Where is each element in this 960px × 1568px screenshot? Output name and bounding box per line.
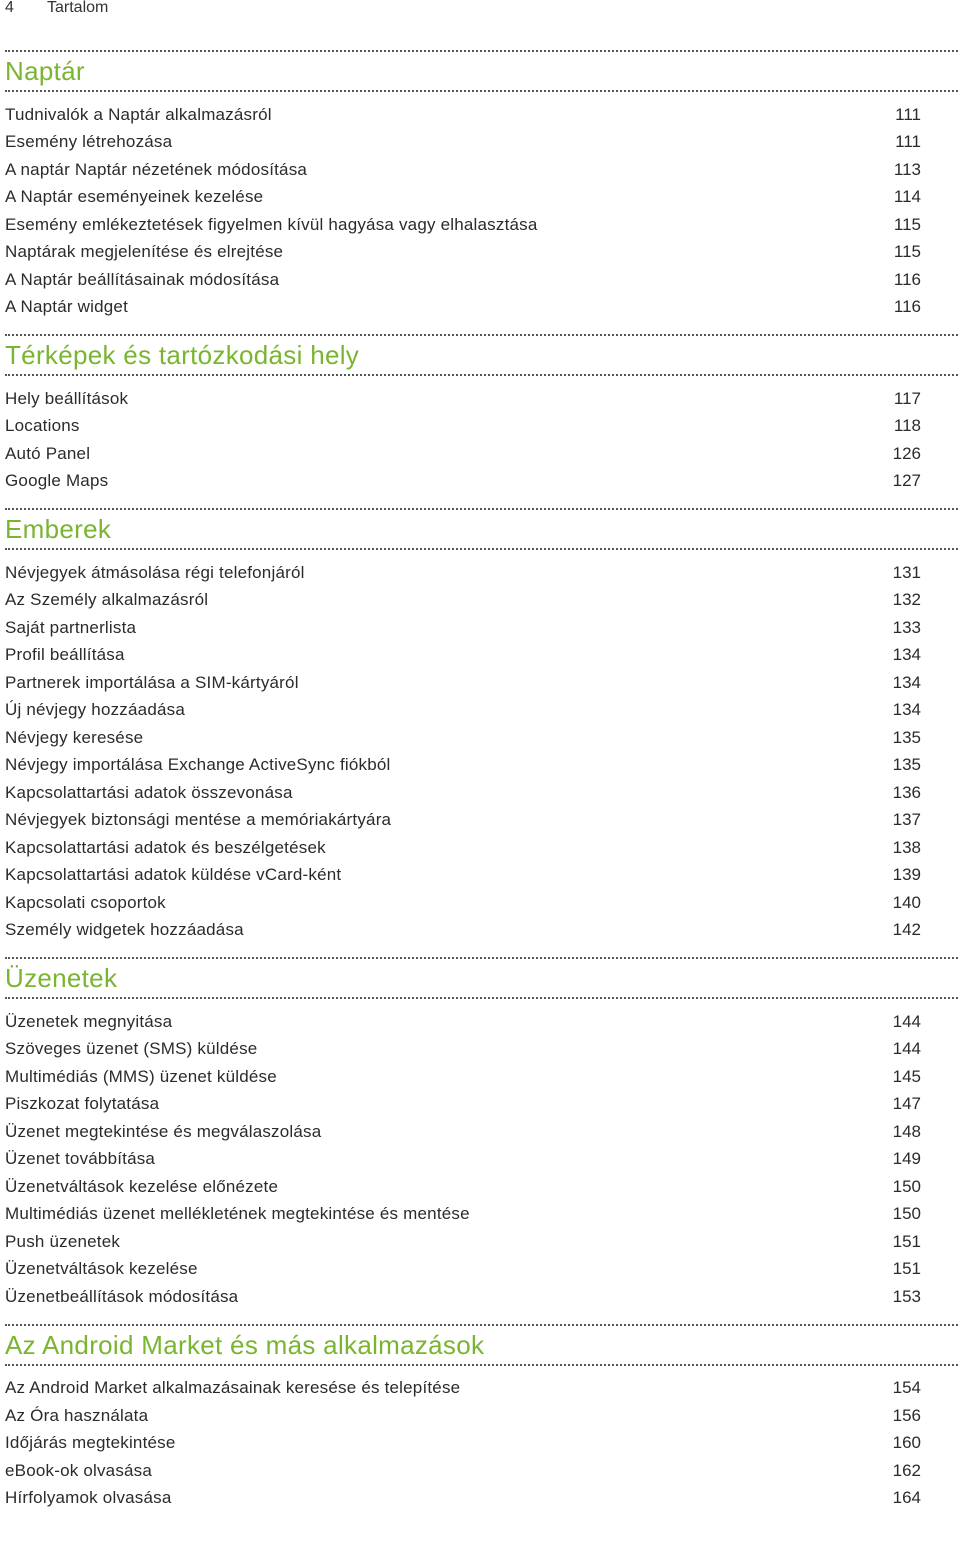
toc-entry-label: Push üzenetek xyxy=(5,1231,121,1251)
toc-entry[interactable] xyxy=(0,294,960,322)
toc-entry-label: Saját partnerlista xyxy=(5,617,137,637)
toc-entry[interactable] xyxy=(0,1228,960,1256)
toc-entry-label: Kapcsolattartási adatok küldése vCard-ként xyxy=(5,865,342,885)
toc-entry[interactable] xyxy=(0,1091,960,1119)
toc-entry[interactable] xyxy=(0,614,960,642)
toc-entry[interactable] xyxy=(0,440,960,468)
toc-section xyxy=(0,334,960,508)
toc-entry[interactable] xyxy=(0,1457,960,1485)
toc-entry-label: Autó Panel xyxy=(5,443,91,463)
toc-entry[interactable] xyxy=(0,468,960,496)
toc-entry-page: 139 xyxy=(892,865,921,885)
toc-entry-label: Szöveges üzenet (SMS) küldése xyxy=(5,1039,258,1059)
toc-entry-label: A Naptár beállításainak módosítása xyxy=(5,269,280,289)
toc-entry-label: Multimédiás üzenet mellékletének megtekintése és mentése xyxy=(5,1204,470,1224)
toc-entry-page: 134 xyxy=(892,645,921,665)
toc-entry-label: Üzenet továbbítása xyxy=(5,1149,156,1169)
toc-entry-page: 151 xyxy=(892,1259,921,1279)
toc-entry-label: Esemény létrehozása xyxy=(5,132,173,152)
toc-entry-page: 134 xyxy=(892,700,921,720)
toc-entry-page: 154 xyxy=(892,1378,921,1398)
toc-entry-page: 160 xyxy=(892,1433,921,1453)
toc-entry-label: A Naptár eseményeinek kezelése xyxy=(5,187,264,207)
toc-entry[interactable] xyxy=(0,266,960,294)
toc-entry-page: 133 xyxy=(892,617,921,637)
toc-entry-page: 164 xyxy=(892,1488,921,1508)
toc-entry-label: A naptár Naptár nézetének módosítása xyxy=(5,159,308,179)
toc-entry[interactable] xyxy=(0,1201,960,1229)
section-title: Naptár xyxy=(5,56,85,86)
toc-entry-label: Profil beállítása xyxy=(5,645,125,665)
toc-entry-page: 115 xyxy=(893,214,921,234)
toc-entry-label: Esemény emlékeztetések figyelmen kívül hagyása vagy elhalasztása xyxy=(5,214,538,234)
toc-entry-label: Naptárak megjelenítése és elrejtése xyxy=(5,242,284,262)
toc-entry-label: Az Személy alkalmazásról xyxy=(5,590,209,610)
toc-entry[interactable] xyxy=(0,697,960,725)
toc-entry-page: 132 xyxy=(892,590,921,610)
toc-entry[interactable] xyxy=(0,559,960,587)
toc-entry-label: Kapcsolati csoportok xyxy=(5,892,166,912)
toc-entry-page: 162 xyxy=(892,1460,921,1480)
toc-entry[interactable] xyxy=(0,129,960,157)
toc-entry-page: 118 xyxy=(893,416,921,436)
toc-entry-page: 150 xyxy=(892,1204,921,1224)
toc-entry-label: Névjegy keresése xyxy=(5,727,144,747)
toc-entry-page: 134 xyxy=(892,672,921,692)
toc-entry-label: Üzenetek megnyitása xyxy=(5,1011,173,1031)
toc-section xyxy=(0,957,960,1324)
toc-entry[interactable] xyxy=(0,1008,960,1036)
toc-entry-page: 151 xyxy=(892,1231,921,1251)
toc-entry-page: 135 xyxy=(892,755,921,775)
toc-entry[interactable] xyxy=(0,385,960,413)
toc-entry[interactable] xyxy=(0,1283,960,1311)
toc-entry-list xyxy=(0,376,960,508)
toc-section xyxy=(0,1324,960,1526)
toc-entry-label: Hírfolyamok olvasása xyxy=(5,1488,172,1508)
toc-entry[interactable] xyxy=(0,779,960,807)
toc-entry[interactable] xyxy=(0,834,960,862)
toc-entry[interactable] xyxy=(0,752,960,780)
toc-entry[interactable] xyxy=(0,1146,960,1174)
toc-entry-label: Névjegy importálása Exchange ActiveSync fiókból xyxy=(5,755,391,775)
toc-entry[interactable] xyxy=(0,889,960,917)
toc-entry-page: 117 xyxy=(893,388,921,408)
toc-entry[interactable] xyxy=(0,587,960,615)
toc-entry[interactable] xyxy=(0,862,960,890)
toc-entry[interactable] xyxy=(0,642,960,670)
toc-entry-page: 113 xyxy=(893,159,921,179)
toc-entry-page: 114 xyxy=(893,187,921,207)
section-title: Üzenetek xyxy=(5,963,118,993)
toc-entry[interactable] xyxy=(0,239,960,267)
toc-entry-page: 136 xyxy=(892,782,921,802)
toc-entry-page: 135 xyxy=(892,727,921,747)
toc-entry-label: Névjegyek átmásolása régi telefonjáról xyxy=(5,562,305,582)
toc-entry-label: eBook-ok olvasása xyxy=(5,1460,153,1480)
toc-entry[interactable] xyxy=(0,1063,960,1091)
toc-entry-label: Üzenetváltások kezelése előnézete xyxy=(5,1176,279,1196)
toc-entry[interactable] xyxy=(0,669,960,697)
toc-entry[interactable] xyxy=(0,413,960,441)
toc-section xyxy=(0,50,960,334)
toc-entry[interactable] xyxy=(0,184,960,212)
toc-entry[interactable] xyxy=(0,211,960,239)
toc-entry-list xyxy=(0,92,960,334)
toc-entry-page: 140 xyxy=(892,892,921,912)
toc-entry[interactable] xyxy=(0,807,960,835)
toc-entry-label: Üzenetbeállítások módosítása xyxy=(5,1286,239,1306)
toc-entry-label: Üzenet megtekintése és megválaszolása xyxy=(5,1121,322,1141)
toc-section xyxy=(0,508,960,957)
toc-entry-page: 153 xyxy=(892,1286,921,1306)
toc-entry-page: 149 xyxy=(892,1149,921,1169)
toc-entry-page: 147 xyxy=(892,1094,921,1114)
toc-entry-label: A Naptár widget xyxy=(5,297,129,317)
table-of-contents xyxy=(0,50,960,1525)
section-title: Emberek xyxy=(5,514,112,544)
toc-entry-label: Üzenetváltások kezelése xyxy=(5,1259,198,1279)
toc-entry[interactable] xyxy=(0,1173,960,1201)
toc-entry-label: Hely beállítások xyxy=(5,388,129,408)
page-number: 4 xyxy=(5,0,14,16)
toc-entry-label: Az Android Market alkalmazásainak keresése és telepítése xyxy=(5,1378,461,1398)
toc-entry-page: 127 xyxy=(892,471,921,491)
toc-entry-label: Tudnivalók a Naptár alkalmazásról xyxy=(5,104,272,124)
toc-entry[interactable] xyxy=(0,1430,960,1458)
toc-entry-label: Piszkozat folytatása xyxy=(5,1094,160,1114)
toc-entry[interactable] xyxy=(0,156,960,184)
toc-entry-page: 115 xyxy=(893,242,921,262)
section-title: Az Android Market és más alkalmazások xyxy=(5,1329,485,1360)
toc-entry-list xyxy=(0,550,960,957)
toc-entry-page: 131 xyxy=(892,562,921,582)
toc-entry[interactable] xyxy=(0,1485,960,1513)
toc-entry[interactable] xyxy=(0,724,960,752)
toc-entry-page: 138 xyxy=(892,837,921,857)
toc-entry-label: Névjegyek biztonsági mentése a memóriakártyára xyxy=(5,810,392,830)
toc-entry-page: 111 xyxy=(895,132,921,152)
toc-entry-page: 150 xyxy=(892,1176,921,1196)
toc-entry[interactable] xyxy=(0,1118,960,1146)
toc-entry[interactable] xyxy=(0,1256,960,1284)
toc-entry-page: 116 xyxy=(893,297,921,317)
toc-entry-page: 148 xyxy=(892,1121,921,1141)
toc-entry[interactable] xyxy=(0,101,960,129)
toc-entry-label: Multimédiás (MMS) üzenet küldése xyxy=(5,1066,277,1086)
toc-entry-list xyxy=(0,999,960,1324)
toc-entry-page: 126 xyxy=(892,443,921,463)
toc-entry-page: 137 xyxy=(892,810,921,830)
toc-entry-label: Személy widgetek hozzáadása xyxy=(5,920,244,940)
toc-entry[interactable] xyxy=(0,1375,960,1403)
toc-entry-page: 111 xyxy=(895,104,921,124)
toc-entry-label: Kapcsolattartási adatok és beszélgetések xyxy=(5,837,326,857)
toc-entry-label: Google Maps xyxy=(5,471,109,491)
toc-entry-list xyxy=(0,1366,960,1526)
toc-entry-label: Partnerek importálása a SIM-kártyáról xyxy=(5,672,299,692)
toc-entry-label: Az Óra használata xyxy=(5,1405,149,1425)
toc-entry-label: Időjárás megtekintése xyxy=(5,1433,176,1453)
section-title: Térképek és tartózkodási hely xyxy=(5,340,360,370)
toc-entry-label: Kapcsolattartási adatok összevonása xyxy=(5,782,293,802)
page-header-title: Tartalom xyxy=(47,0,109,16)
toc-entry-page: 116 xyxy=(893,269,921,289)
toc-entry-page: 145 xyxy=(892,1066,921,1086)
toc-entry-page: 144 xyxy=(892,1039,921,1059)
toc-entry-page: 144 xyxy=(892,1011,921,1031)
toc-entry-label: Új névjegy hozzáadása xyxy=(5,700,185,720)
toc-entry[interactable] xyxy=(0,917,960,945)
toc-entry-page: 142 xyxy=(892,920,921,940)
page-header xyxy=(5,0,108,20)
toc-entry[interactable] xyxy=(0,1036,960,1064)
toc-entry-label: Locations xyxy=(5,416,80,436)
toc-entry-page: 156 xyxy=(892,1405,921,1425)
toc-entry[interactable] xyxy=(0,1402,960,1430)
